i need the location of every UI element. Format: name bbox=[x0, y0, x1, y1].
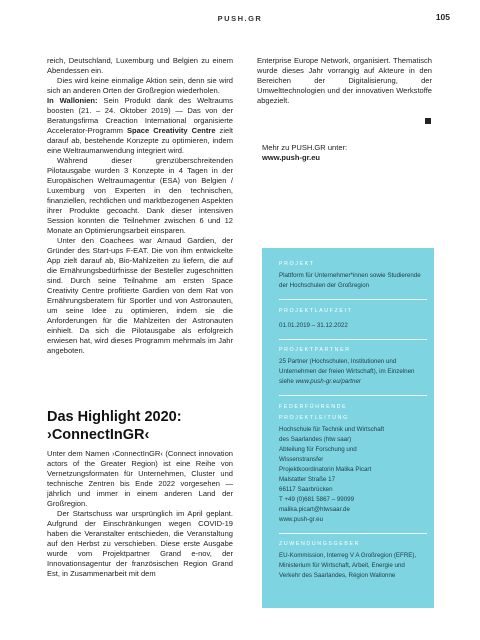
info-label-laufzeit: PROJEKTLAUFZEIT bbox=[279, 307, 353, 314]
right-column bbox=[257, 56, 432, 106]
paragraph: Während dieser grenzüberschreitenden Pilotausgabe wurden 3 Konzepte in 4 Tagen in der Europäischen Weltraumagentur (ESA) von Belgien / Luxemburg von Experten in den technischen, finanziellen, rechtlichen und marktbezogenen Aspekten ihrer Produkte gecoacht. Dank dieser intensiven Session konnten die Teilnehmer zwischen 6 und 12 Monate an Optimierungsarbeit einsparen. bbox=[47, 156, 233, 235]
program-name: Space Creativity Centre bbox=[126, 126, 216, 135]
info-value-geber: EU-Kommission, Interreg V A Großregion (EFRE), Ministerium für Wirtschaft, Arbeit, Energie und Verkehr des Saarlandes, Région Wallonne bbox=[279, 552, 417, 579]
info-label-partner: PROJEKTPARTNER bbox=[279, 347, 351, 353]
info-value-leitung bbox=[279, 425, 427, 525]
left-column-lower bbox=[47, 449, 233, 579]
website-link[interactable]: www.push-gr.eu bbox=[279, 515, 324, 523]
paragraph-wallonien bbox=[47, 96, 233, 156]
info-value-laufzeit: 01.01.2019 – 31.12.2022 bbox=[279, 321, 348, 329]
contact-line: 66117 Saarbrücken bbox=[279, 485, 333, 493]
project-info-box bbox=[262, 248, 434, 608]
more-label: Mehr zu PUSH.GR unter: bbox=[262, 143, 348, 152]
info-value-projekt: Plattform für Unternehmer*innen sowie Studierende der Hochschulen der Großregion bbox=[279, 272, 421, 289]
paragraph: Dies wird keine einmalige Aktion sein, denn sie wird sich an anderen Orten der Großregion wiederholen. bbox=[47, 76, 233, 95]
contact-line: T +49 (0)681 5867 – 99099 bbox=[279, 495, 355, 503]
contact-line: des Saarlandes (htw saar) bbox=[279, 435, 352, 443]
paragraph: Enterprise Europe Network, organisiert. Thematisch wurde dieses Jahr vorrangig auf Akteure in den Bereichen der Digitalisierung, der Umwelttechnologien und der innovativen Werkstoffe abgezielt. bbox=[257, 56, 432, 105]
text-span: Sein Produkt dank des Weltraums boosten (21. – 24. Oktober 2019) — Das von der Beratungsfirma Creaction International organisierte Accelerator-Programm bbox=[47, 96, 233, 135]
contact-line: Hochschule für Technik und Wirtschaft bbox=[279, 425, 385, 433]
website-link[interactable]: www.push-gr.eu bbox=[262, 153, 321, 162]
heading-line: ›ConnectInGR‹ bbox=[47, 427, 150, 443]
divider bbox=[279, 339, 427, 340]
contact-line: Wissenstransfer bbox=[279, 455, 324, 463]
end-of-article-square-icon bbox=[425, 118, 431, 124]
running-header: PUSH.GR bbox=[217, 14, 263, 23]
partner-text: 25 Partner (Hochschulen, Institutionen und Unternehmen der freien Wirtschaft), im Einzelnen siehe bbox=[279, 358, 415, 385]
info-label-geber: ZUWENDUNGSGEBER bbox=[279, 541, 361, 547]
paragraph: reich, Deutschland, Luxemburg und Belgien zu einem Abendessen ein. bbox=[47, 56, 233, 75]
divider bbox=[279, 299, 427, 300]
paragraph: Der Startschuss war ursprünglich im April geplant. Aufgrund der Einschränkungen wegen COVID-19 haben die Veranstalter entschieden, die Veranstaltung auf den Herbst zu verschieben. Diese erste Ausgabe wurde vom Projektpartner Grand e-nov, der Innovationsagentur der französischen Region Grand Est, in Zusammenarbeit mit dem bbox=[47, 509, 233, 578]
page-number: 105 bbox=[435, 12, 450, 22]
paragraph: Unter den Coachees war Arnaud Gardien, der Gründer des Start-ups F-EAT. Die von ihm entwickelte App zielt darauf ab, Bio-Mahlzeiten zu liefern, die auf die Ernährungsbedürfnisse der Besteller zugeschnitten sind. Durch seine Teilnahme am ersten Space Creativity Centre profitierte Gardien von dem Rat von Ernährungsberatern für Sportler und von Astronauten, um seine Idee zu optimieren, indem sie die Anforderungen für die Mahlzeiten der Astronauten einhielt. Da sich die Pilotausgabe als erfolgreich erwiesen hat, wird dieses Programm mehrmals im Jahr angeboten. bbox=[47, 236, 233, 355]
contact-line: Projektkoordinatorin Malika Picart bbox=[279, 465, 372, 473]
text-span: zielt darauf ab, bestehende Konzepte zu optimieren, indem eine Weltraumanwendung integriert wird. bbox=[47, 126, 233, 155]
info-label-leitung-1: FEDERFÜHRENDE bbox=[279, 403, 348, 410]
heading-line: Das Highlight 2020: bbox=[47, 409, 182, 425]
email-link[interactable]: malika.picart@htwsaar.de bbox=[279, 505, 350, 513]
paragraph: Unter dem Namen ›ConnectInGR‹ (Connect innovation actors of the Greater Region) ist eine Reihe von Vernetzungsformaten für Unternehmen, Cluster und technische Zentren bis Ende 2022 vorgesehen — jährlich und immer in einem anderen Land der Großregion. bbox=[47, 449, 233, 508]
contact-line: Abteilung für Forschung und bbox=[279, 445, 357, 453]
info-label-leitung-2: PROJEKTLEITUNG bbox=[279, 414, 349, 421]
more-info bbox=[262, 143, 432, 163]
info-value-partner bbox=[279, 357, 427, 387]
contact-line: Malstatter Straße 17 bbox=[279, 475, 336, 483]
partner-link[interactable]: www.push-gr.eu/partner bbox=[295, 378, 361, 385]
divider bbox=[279, 395, 427, 396]
info-label-projekt: PROJEKT bbox=[279, 261, 315, 267]
inline-heading: In Wallonien: bbox=[47, 96, 98, 105]
section-heading bbox=[47, 408, 237, 444]
left-column bbox=[47, 56, 233, 356]
divider bbox=[279, 533, 427, 534]
